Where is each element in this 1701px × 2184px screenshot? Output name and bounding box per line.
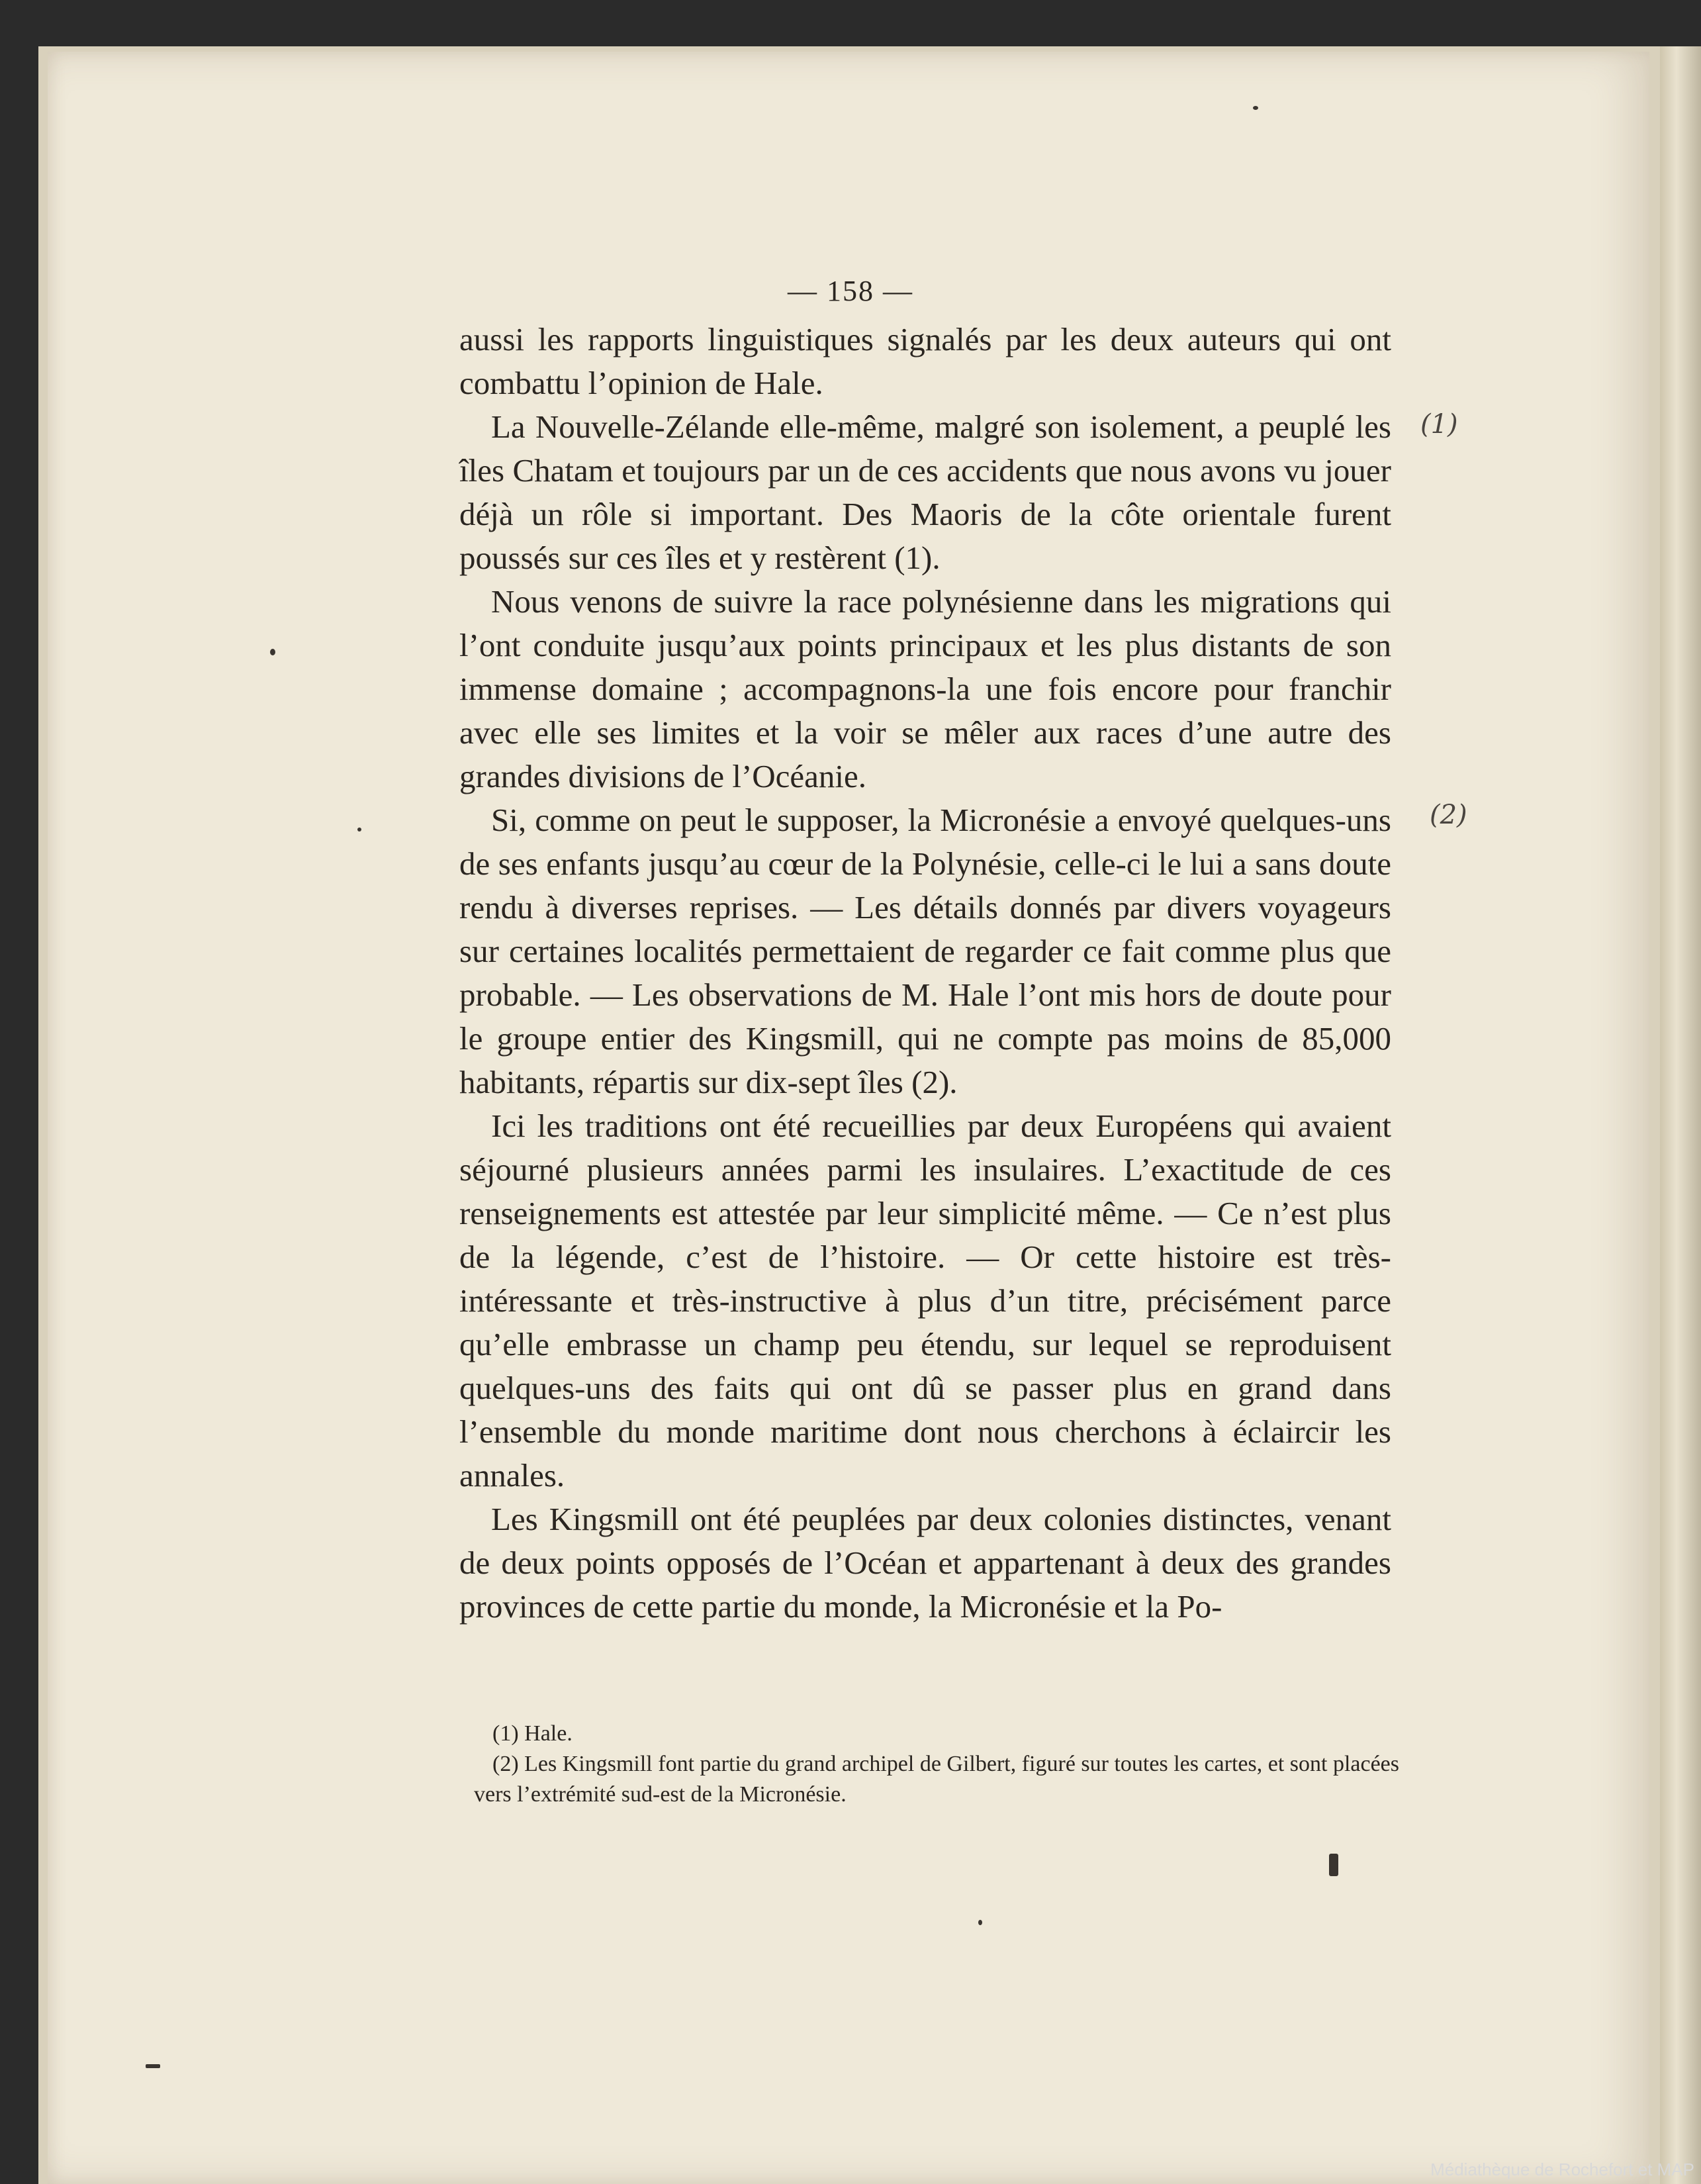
- page-gutter: [1660, 46, 1701, 2184]
- paragraph: Nous venons de suivre la race polynésienne dans les migrations qui l’ont conduite jusqu’aux points principaux et les plus distants de son immense domaine ; accompagnons-la une fois encore pour franchir avec elle ses limites et la voir se mêler aux races d’une autre des grandes divisions de l’Océanie.: [459, 583, 1391, 794]
- watermark: Médiathèque de Rochefort et MAP: [1430, 2160, 1694, 2179]
- ink-speck: [357, 828, 361, 831]
- ink-speck: [1329, 1854, 1338, 1876]
- page-number: — 158 —: [788, 275, 913, 307]
- paragraph: aussi les rapports linguistiques signalés par les deux auteurs qui ont combattu l’opinion de Hale.: [459, 321, 1391, 401]
- ink-speck: [978, 1920, 982, 1925]
- paragraph: Si, comme on peut le supposer, la Micronésie a envoyé quelques-uns de ses enfants jusqu’au cœur de la Polynésie, celle-ci le lui a sans doute rendu à diverses reprises. — Les détails donnés par divers voyageurs sur certaines localités permettaient de regarder ce fait comme plus que probable. — Les observations de M. Hale l’ont mis hors de doute pour le groupe entier des Kingsmill, qui ne compte pas moins de 85,000 habitants, répartis sur dix-sept îles (2).: [459, 802, 1391, 1100]
- ink-speck: [146, 2064, 160, 2068]
- margin-note-2: (2): [1430, 800, 1467, 830]
- footnotes: [474, 1719, 1399, 1810]
- paragraph: La Nouvelle-Zélande elle-même, malgré son isolement, a peuplé les îles Chatam et toujours par un de ces accidents que nous avons vu jouer déjà un rôle si important. Des Maoris de la côte orientale furent poussés sur ces îles et y restèrent (1).: [459, 408, 1391, 576]
- margin-note-1: (1): [1420, 409, 1458, 440]
- paragraph: Les Kingsmill ont été peuplées par deux colonies distinctes, venant de deux points opposés de l’Océan et appartenant à deux des grandes provinces de cette partie du monde, la Micronésie et la Po-: [459, 1501, 1391, 1625]
- ink-speck: [270, 649, 275, 655]
- paragraph: Ici les traditions ont été recueillies par deux Européens qui avaient séjourné plusieurs années parmi les insulaires. L’exactitude de ces renseignements est attestée par leur simplicité même. — Ce n’est plus de la légende, c’est de l’histoire. — Or cette histoire est très-intéressante et très-instructive à plus d’un titre, précisément parce qu’elle embrasse un champ peu étendu, sur lequel se reproduisent quelques-uns des faits qui ont dû se passer plus en grand dans l’ensemble du monde maritime dont nous cherchons à éclaircir les annales.: [459, 1108, 1391, 1494]
- ink-speck: [1253, 106, 1258, 110]
- body-text: [459, 318, 1391, 1629]
- footnote: (1) Hale.: [492, 1721, 573, 1746]
- footnote: (2) Les Kingsmill font partie du grand archipel de Gilbert, figuré sur toutes les cartes, et sont placées vers l’extrémité sud-est de la Micronésie.: [474, 1752, 1399, 1807]
